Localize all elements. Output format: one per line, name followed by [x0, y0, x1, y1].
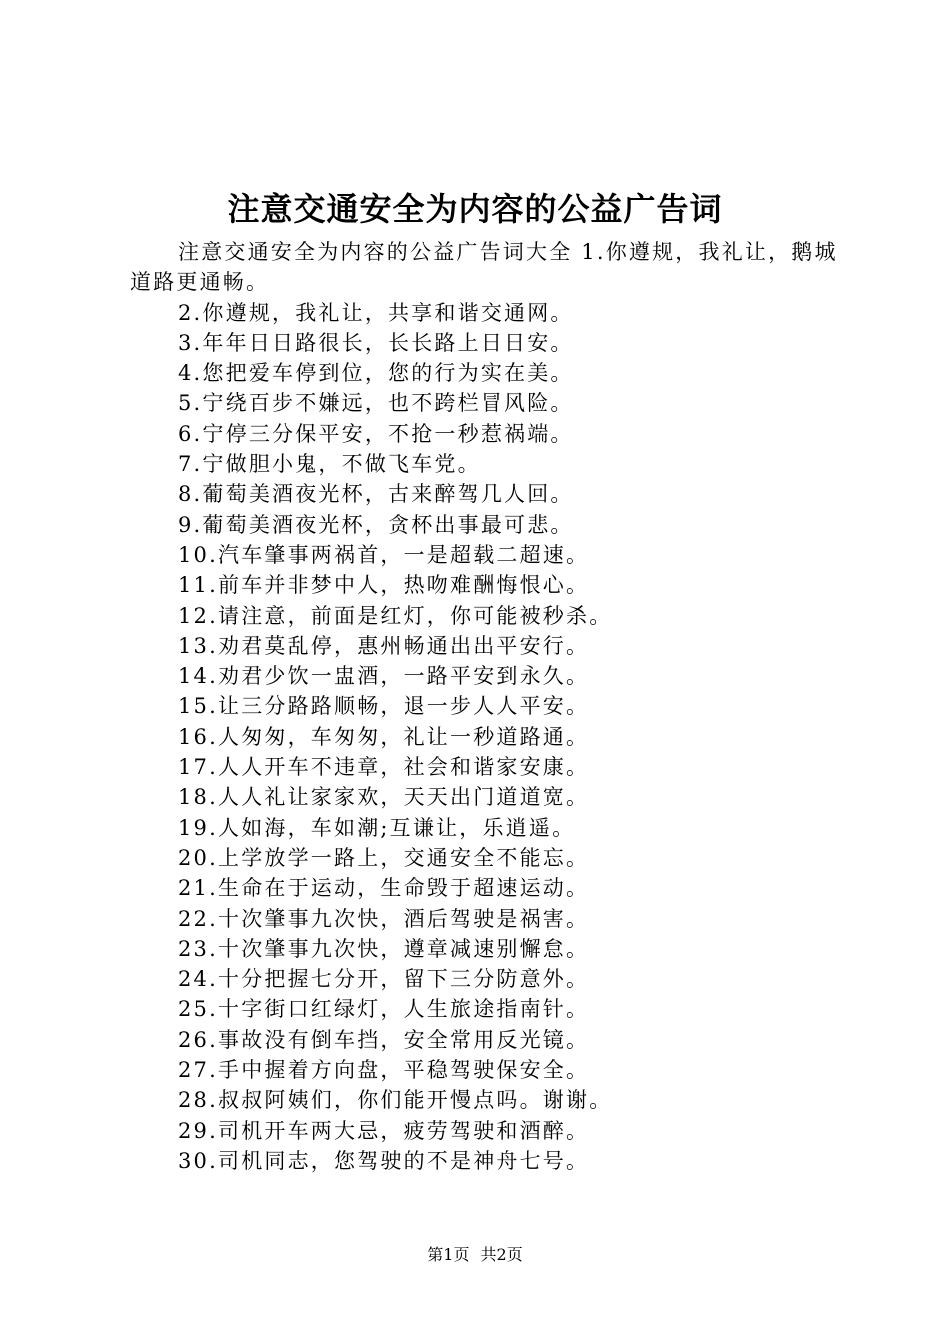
list-item: 14.劝君少饮一盅酒，一路平安到永久。 — [178, 664, 590, 689]
list-item: 11.前车并非梦中人，热吻难酬悔恨心。 — [178, 573, 590, 598]
list-item: 6.宁停三分保平安，不抢一秒惹祸端。 — [178, 421, 574, 446]
list-item: 7.宁做胆小鬼，不做飞车党。 — [178, 452, 481, 477]
slogan-list — [130, 298, 855, 1177]
list-item: 24.十分把握七分开，留下三分防意外。 — [178, 967, 590, 992]
document-body — [130, 237, 855, 1176]
list-item: 27.手中握着方向盘，平稳驾驶保安全。 — [178, 1058, 590, 1083]
list-item: 5.宁绕百步不嫌远，也不跨栏冒风险。 — [178, 391, 574, 416]
list-item: 3.年年日日路很长，长长路上日日安。 — [178, 330, 574, 355]
list-item: 10.汽车肇事两祸首，一是超载二超速。 — [178, 542, 590, 567]
list-item: 26.事故没有倒车挡，安全常用反光镜。 — [178, 1027, 590, 1052]
list-item: 20.上学放学一路上，交通安全不能忘。 — [178, 845, 590, 870]
page-title: 注意交通安全为内容的公益广告词 — [227, 190, 723, 228]
list-item: 23.十次肇事九次快，遵章减速别懈怠。 — [178, 936, 590, 961]
list-item: 22.十次肇事九次快，酒后驾驶是祸害。 — [178, 906, 590, 931]
list-item: 12.请注意，前面是红灯，你可能被秒杀。 — [178, 603, 613, 628]
list-item: 9.葡萄美酒夜光杯，贪杯出事最可悲。 — [178, 512, 574, 537]
list-item: 15.让三分路路顺畅，退一步人人平安。 — [178, 694, 590, 719]
list-item: 19.人如海，车如潮;互谦让，乐逍遥。 — [178, 815, 576, 840]
list-item: 29.司机开车两大忌，疲劳驾驶和酒醉。 — [178, 1118, 590, 1143]
list-item: 2.你遵规，我礼让，共享和谐交通网。 — [178, 300, 574, 325]
list-item: 28.叔叔阿姨们，你们能开慢点吗。谢谢。 — [178, 1088, 613, 1113]
intro-paragraph: 注意交通安全为内容的公益广告词大全 1.你遵规，我礼让，鹅城道路更通畅。 — [130, 240, 838, 295]
list-item: 21.生命在于运动，生命毁于超速运动。 — [178, 876, 590, 901]
list-item: 17.人人开车不违章，社会和谐家安康。 — [178, 755, 590, 780]
list-item: 8.葡萄美酒夜光杯，古来醉驾几人回。 — [178, 482, 574, 507]
list-item: 16.人匆匆，车匆匆，礼让一秒道路通。 — [178, 724, 590, 749]
page-number-total: 共2页 — [480, 1245, 523, 1264]
list-item: 25.十字街口红绿灯，人生旅途指南针。 — [178, 997, 590, 1022]
list-item: 30.司机同志，您驾驶的不是神舟七号。 — [178, 1148, 590, 1173]
page-number-current: 第1页 — [427, 1245, 470, 1264]
list-item: 4.您把爱车停到位，您的行为实在美。 — [178, 361, 574, 386]
list-item: 18.人人礼让家家欢，天天出门道道宽。 — [178, 785, 590, 810]
list-item: 13.劝君莫乱停，惠州畅通出出平安行。 — [178, 633, 590, 658]
page-footer — [0, 1243, 950, 1267]
